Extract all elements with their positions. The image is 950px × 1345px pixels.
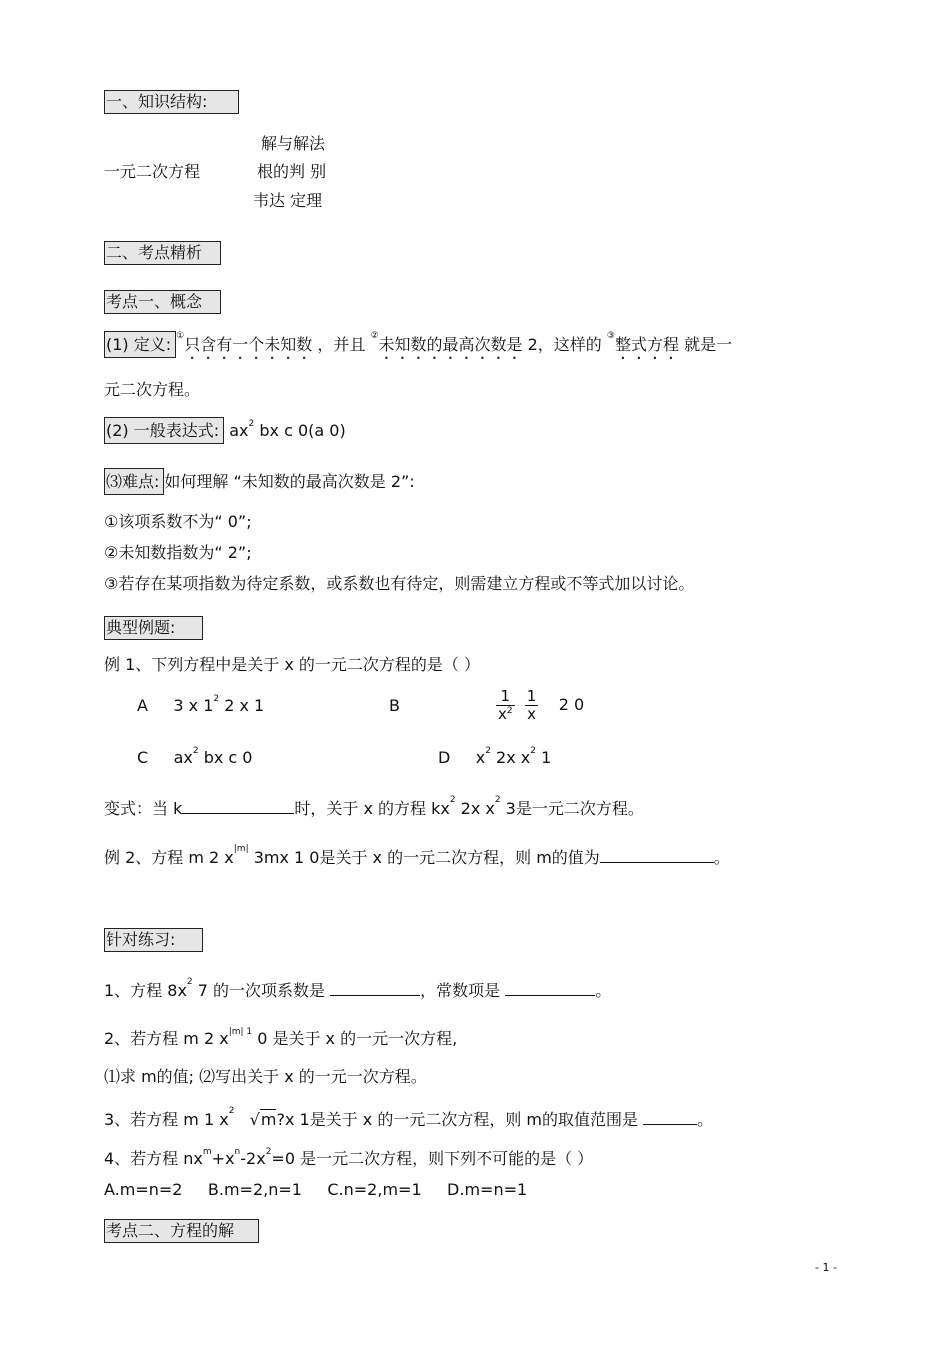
practice-2-text: 2、若方程 m 2 x bbox=[104, 1029, 229, 1048]
option-d-tail: 1 bbox=[536, 748, 552, 767]
difficulty-text: 如何理解 “未知数的最高次数是 2”: bbox=[164, 472, 415, 491]
fraction-1 bbox=[496, 688, 515, 723]
difficulty-item-3: ③若存在某项指数为待定系数，或系数也有待定，则需建立方程或不等式加以讨论。 bbox=[104, 574, 695, 593]
answer-blank[interactable] bbox=[600, 848, 714, 863]
example-1-option-a bbox=[137, 694, 265, 715]
practice-1-text: 1、方程 8x bbox=[104, 981, 187, 1000]
definition-label: (1) 定义: bbox=[104, 331, 176, 358]
definition-text-2: 2，这样的 bbox=[522, 335, 607, 354]
example-2-end: 。 bbox=[713, 848, 730, 867]
difficulty-line bbox=[104, 474, 415, 490]
structure-root: 一元二次方程 bbox=[104, 162, 201, 181]
exponent: 2 bbox=[265, 1147, 272, 1157]
option-letter: A bbox=[137, 696, 148, 715]
option-a-expr: 3 x 1 bbox=[173, 696, 214, 715]
practice-1-end: 。 bbox=[595, 981, 612, 1000]
practice-3-end: 。 bbox=[697, 1110, 714, 1129]
definition-line-2: 元二次方程。 bbox=[104, 380, 201, 399]
fraction-numerator: 1 bbox=[496, 688, 515, 706]
example-1-option-b bbox=[496, 688, 584, 723]
structure-branch-3: 韦达 定理 bbox=[253, 191, 323, 210]
practice-4-options: A.m=n=2 B.m=2,n=1 C.n=2,m=1 D.m=n=1 bbox=[104, 1180, 528, 1199]
variant-text: 变式：当 k bbox=[104, 799, 183, 818]
circled-1: ① bbox=[176, 331, 185, 341]
option-letter: C bbox=[137, 748, 149, 767]
practice-3-text-2: ?x 1是关于 x 的一元二次方程，则 m的取值范围是 bbox=[276, 1110, 644, 1129]
fraction-den-var: x bbox=[498, 705, 507, 723]
practice-4-text-3: -2x bbox=[240, 1149, 266, 1168]
difficulty-item-2: ②未知数指数为“ 2”; bbox=[104, 543, 252, 562]
option-c-rest: bx c 0 bbox=[198, 748, 253, 767]
key-point-1-title: 考点一、概念 bbox=[104, 290, 221, 314]
section-title-analysis: 二、考点精析 bbox=[104, 241, 221, 265]
exponent: 2 bbox=[213, 694, 220, 704]
difficulty-item-1: ①该项系数不为“ 0”; bbox=[104, 512, 252, 531]
difficulty-label: ⑶难点: bbox=[104, 468, 164, 495]
exponent: 2 bbox=[530, 746, 536, 756]
general-form-ax: ax bbox=[229, 421, 249, 440]
definition-text-3: 就是一 bbox=[678, 335, 733, 354]
option-d-x: x bbox=[475, 748, 486, 767]
practice-4 bbox=[104, 1147, 594, 1168]
exponent: 2 bbox=[485, 746, 491, 756]
definition-term-3: 整式方程 bbox=[614, 335, 679, 354]
sqrt-radicand: m bbox=[260, 1110, 277, 1129]
practice-2-text-2: 0 是关于 x 的一元一次方程, bbox=[252, 1029, 458, 1048]
key-point-2-title: 考点二、方程的解 bbox=[104, 1219, 259, 1243]
variant-text-4: 3是一元二次方程。 bbox=[500, 799, 644, 818]
exponent: |m| 1 bbox=[228, 1027, 253, 1037]
fraction-denominator: x bbox=[527, 705, 537, 723]
practice-3-text: 3、若方程 m 1 x bbox=[104, 1110, 229, 1129]
practice-3: 3、若方程 m 1 $x^2$ √m?x 1是关于 x 的一元二次方程，则 m的取值范围是 。 bbox=[104, 1106, 714, 1129]
exponent: 2 bbox=[192, 746, 199, 756]
practice-4-text-4: =0 是一元二次方程，则下列不可能的是（ ） bbox=[271, 1149, 594, 1168]
practice-4-text-2: +x bbox=[211, 1149, 235, 1168]
practice-4-text: 4、若方程 nx bbox=[104, 1149, 203, 1168]
answer-blank[interactable] bbox=[643, 1110, 697, 1125]
option-a-expr-2: 2 x 1 bbox=[219, 696, 265, 715]
answer-blank[interactable] bbox=[330, 981, 420, 996]
circled-3: ③ bbox=[606, 331, 615, 341]
example-1-stem: 例 1、下列方程中是关于 x 的一元二次方程的是（ ） bbox=[104, 655, 480, 674]
exponent: 2 bbox=[494, 795, 501, 805]
definition-line bbox=[104, 331, 733, 363]
exponent: 2 bbox=[506, 706, 513, 716]
general-form-rest: bx c 0(a 0) bbox=[254, 421, 346, 440]
general-form-label: (2) 一般表达式: bbox=[104, 417, 224, 444]
exponent: 2 bbox=[248, 419, 255, 429]
variant-text-3: 2x x bbox=[455, 799, 495, 818]
definition-text: ，并且 bbox=[312, 335, 371, 354]
circled-2: ② bbox=[370, 331, 379, 341]
option-letter: D bbox=[438, 748, 451, 767]
structure-branch-2: 根的判 别 bbox=[257, 162, 327, 181]
examples-title: 典型例题: bbox=[104, 616, 203, 640]
example-2-text: 例 2、方程 m 2 x bbox=[104, 848, 234, 867]
practice-title: 针对练习: bbox=[104, 928, 203, 952]
variant-line bbox=[104, 795, 644, 818]
option-b-tail: 2 0 bbox=[558, 695, 585, 714]
general-form-line bbox=[104, 419, 346, 440]
page-number: - 1 - bbox=[815, 1261, 837, 1274]
fraction-numerator: 1 bbox=[526, 687, 537, 705]
practice-1-text-3: ，常数项是 bbox=[420, 981, 506, 1000]
variant-text-2: 时，关于 x 的方程 kx bbox=[294, 799, 450, 818]
example-1-option-b-label: B bbox=[389, 696, 400, 715]
exponent: 2 bbox=[449, 795, 456, 805]
example-2-text-2: 3mx 1 0是关于 x 的一元二次方程，则 m的值为 bbox=[248, 848, 600, 867]
practice-2 bbox=[104, 1027, 458, 1048]
exponent: n bbox=[234, 1147, 241, 1157]
example-1-option-c bbox=[137, 746, 253, 767]
exponent: m bbox=[202, 1147, 212, 1157]
fraction-denominator bbox=[496, 706, 515, 723]
practice-1-text-2: 7 的一次项系数是 bbox=[192, 981, 331, 1000]
exponent: 2 bbox=[186, 977, 193, 987]
practice-1 bbox=[104, 977, 612, 1000]
exponent: 2 bbox=[228, 1106, 235, 1116]
definition-term-1: 只含有一个未知数 bbox=[184, 335, 313, 354]
exponent: |m| bbox=[233, 844, 249, 854]
practice-2-line-2: ⑴求 m的值; ⑵写出关于 x 的一元一次方程。 bbox=[104, 1067, 427, 1086]
structure-branch-1: 解与解法 bbox=[261, 134, 326, 153]
example-2-line bbox=[104, 844, 730, 867]
option-d-mid: 2x x bbox=[490, 748, 531, 767]
answer-blank[interactable] bbox=[182, 799, 294, 814]
option-c-ax: ax bbox=[173, 748, 193, 767]
answer-blank[interactable] bbox=[505, 981, 595, 996]
section-title-knowledge: 一、知识结构: bbox=[104, 90, 239, 114]
definition-term-2: 未知数的最高次数是 bbox=[378, 335, 523, 354]
example-1-option-d bbox=[438, 746, 552, 767]
fraction-2 bbox=[525, 688, 539, 723]
